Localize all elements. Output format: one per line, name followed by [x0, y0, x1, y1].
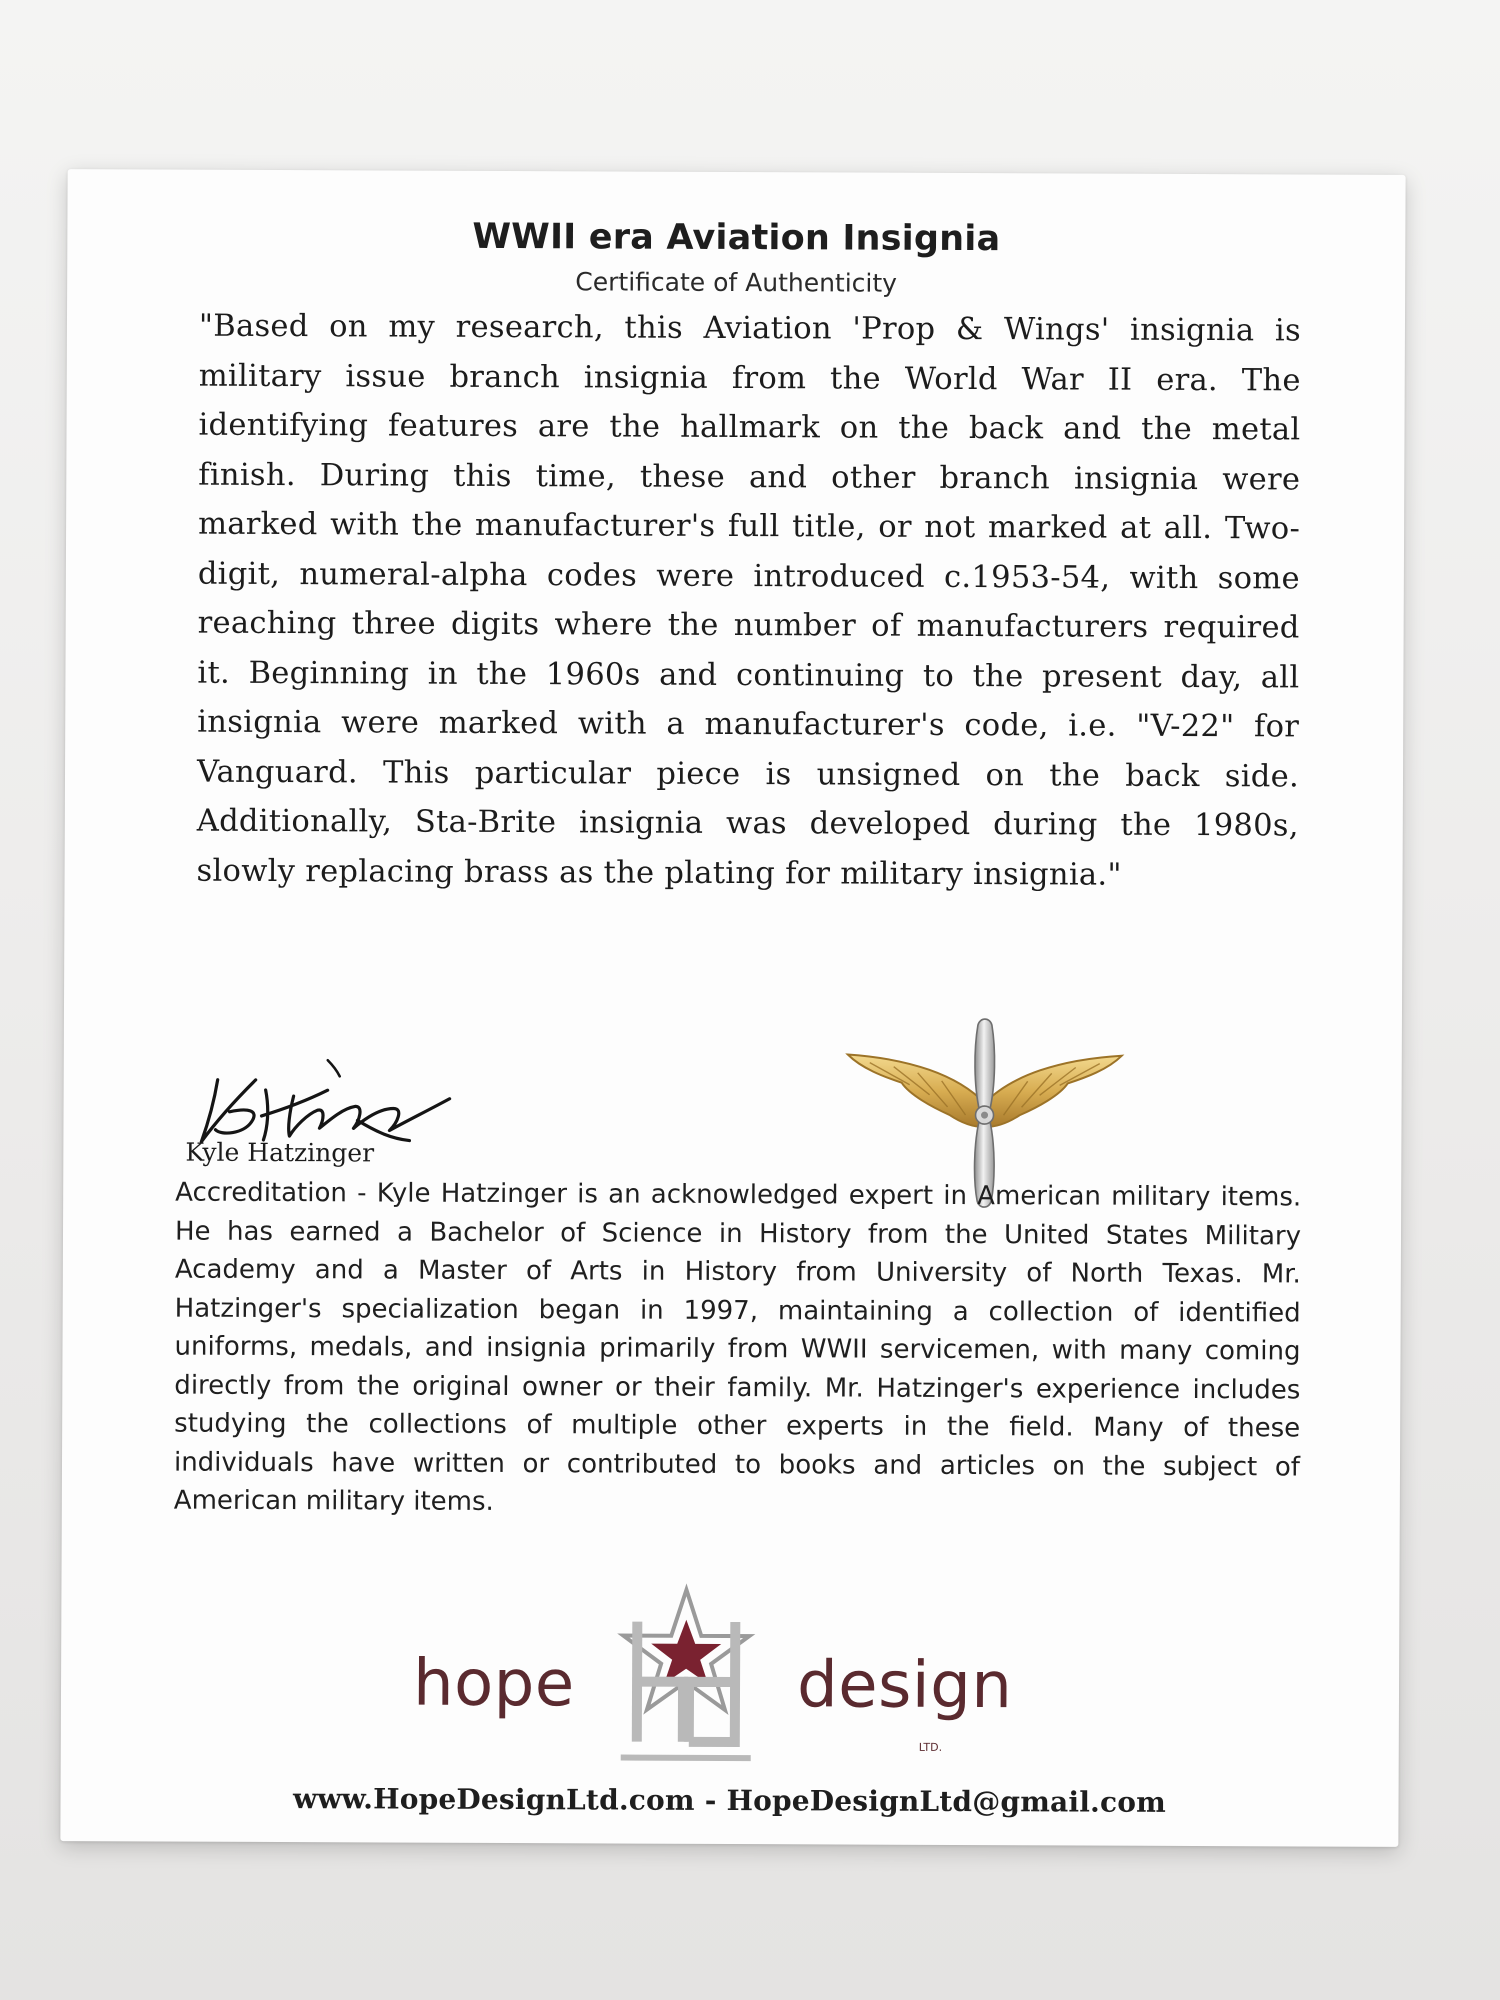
- certificate-subtitle: Certificate of Authenticity: [575, 267, 898, 298]
- logo-suffix: LTD.: [918, 1740, 943, 1754]
- accreditation-paragraph: Accreditation - Kyle Hatzinger is an acknowledged expert in American military items. He has earned a Bachelor of Science in History from the United States Military Academy and a Master of Arts in History from University of North Texas. Mr. Hatzinger's specialization began in 1997, maintaining a collection of identified uniforms, medals, and insignia primarily from WWII servicemen, with many coming directly from the original owner or their family. Mr. Hatzinger's experience includes studying the collections of multiple other experts in the field. Many of these individuals have written or contributed to books and articles on the subject of American military items.: [173, 1177, 1302, 1517]
- hope-design-logo: [61, 1579, 1400, 1785]
- hd-monogram-star-icon: [601, 1581, 772, 1772]
- logo-word-design: design: [796, 1648, 1013, 1724]
- certificate-card: [60, 169, 1405, 1847]
- research-quote: "Based on my research, this Aviation 'Prop & Wings' insignia is military issue branch insignia from the World War II era. The identifying features are the hallmark on the back and the metal finish. During this time, these and other branch insignia were marked with the manufacturer's full title, or not marked at all. Two-digit, numeral-alpha codes were introduced c.1953-54, with some reaching three digits where the number of manufacturers required it. Beginning in the 1960s and continuing to the present day, all insignia were marked with a manufacturer's code, i.e. "V-22" for Vanguard. This particular piece is unsigned on the back side. Additionally, Sta-Brite insignia was developed during the 1980s, slowly replacing brass as the plating for military insignia.": [196, 308, 1302, 893]
- signer-name: Kyle Hatzinger: [185, 1137, 375, 1168]
- logo-word-hope: hope: [412, 1646, 575, 1722]
- certificate-title: WWII era Aviation Insignia: [472, 216, 1001, 260]
- handwritten-signature: [177, 1050, 477, 1151]
- contact-footer: www.HopeDesignLtd.com - HopeDesignLtd@gmail.com: [293, 1782, 1167, 1819]
